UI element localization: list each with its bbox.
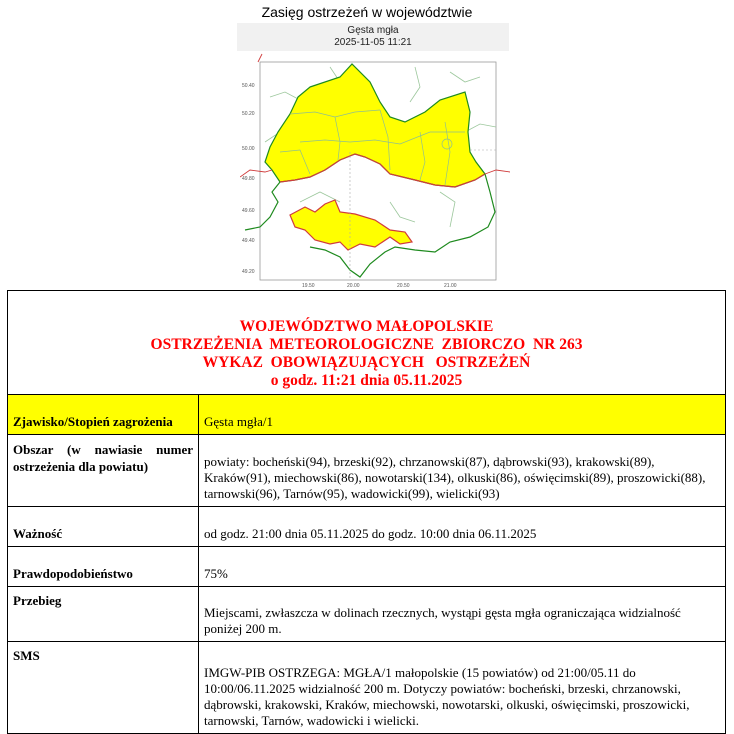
table-row: [8, 395, 726, 435]
warning-map: [240, 52, 510, 290]
y-tick: 49.60: [242, 208, 255, 214]
table-row: [8, 507, 726, 547]
y-tick: 50.00: [242, 146, 255, 152]
row-label: Prawdopodobieństwo: [8, 547, 199, 587]
row-value: IMGW-PIB OSTRZEGA: MGŁA/1 małopolskie (15 powiatów) od 21:00/05.11 do 10:00/06.11.2025 widzialność 200 m. Dotyczy powiatów: bocheński, brzeski, chrzanowski, dąbrowski, krakowski, Kraków, miechowski, nowotarski, olkuski, oświęcimski, proszowicki, tarnowski, Tarnów, wadowicki i wielicki.: [199, 642, 726, 734]
x-tick: 20.00: [347, 283, 360, 289]
row-value: Miejscami, zwłaszcza w dolinach rzecznych, wystąpi gęsta mgła ograniczająca widzialność poniżej 200 m.: [199, 587, 726, 642]
y-tick: 50.20: [242, 111, 255, 117]
row-value: powiaty: bocheński(94), brzeski(92), chrzanowski(87), dąbrowski(93), krakowski(89), Kraków(91), miechowski(86), nowotarski(134), olkuski(86), oświęcimski(89), proszowicki(88), tarnowski(96), Tarnów(95), wadowicki(99), wielicki(93): [199, 435, 726, 507]
table-row: [8, 547, 726, 587]
header-line-3: WYKAZ OBOWIĄZUJĄCYCH OSTRZEŻEŃ: [202, 354, 531, 371]
map-timestamp: 2025-11-05 11:21: [334, 37, 412, 48]
table-row: [8, 435, 726, 507]
table-row: [8, 587, 726, 642]
row-value: 75%: [199, 547, 726, 587]
y-tick: 49.80: [242, 176, 255, 182]
x-tick: 19.50: [302, 283, 315, 289]
row-label: Przebieg: [8, 587, 199, 642]
warning-table: [7, 290, 726, 734]
row-label: Obszar (w nawiasie numer ostrzeżenia dla powiatu): [8, 435, 199, 507]
row-value: od godz. 21:00 dnia 05.11.2025 do godz. 10:00 dnia 06.11.2025: [199, 507, 726, 547]
table-row: [8, 642, 726, 734]
map-title: Zasięg ostrzeżeń w województwie: [261, 4, 473, 20]
header-line-1: WOJEWÓDZTWO MAŁOPOLSKIE: [239, 318, 494, 335]
y-tick: 49.40: [242, 238, 255, 244]
header-line-2: OSTRZEŻENIA METEOROLOGICZNE ZBIORCZO NR 263: [150, 336, 583, 353]
table-header: [8, 291, 726, 395]
row-label: SMS: [8, 642, 199, 734]
row-label: Ważność: [8, 507, 199, 547]
y-tick: 50.40: [242, 83, 255, 89]
row-label: Zjawisko/Stopień zagrożenia: [8, 395, 199, 435]
x-tick: 20.50: [397, 283, 410, 289]
map-phenomenon: Gęsta mgła: [347, 25, 399, 36]
map-legend-header: [237, 23, 509, 51]
header-line-4: o godz. 11:21 dnia 05.11.2025: [270, 372, 463, 389]
row-value: Gęsta mgła/1: [199, 395, 726, 435]
y-tick: 49.20: [242, 269, 255, 275]
x-tick: 21.00: [444, 283, 457, 289]
